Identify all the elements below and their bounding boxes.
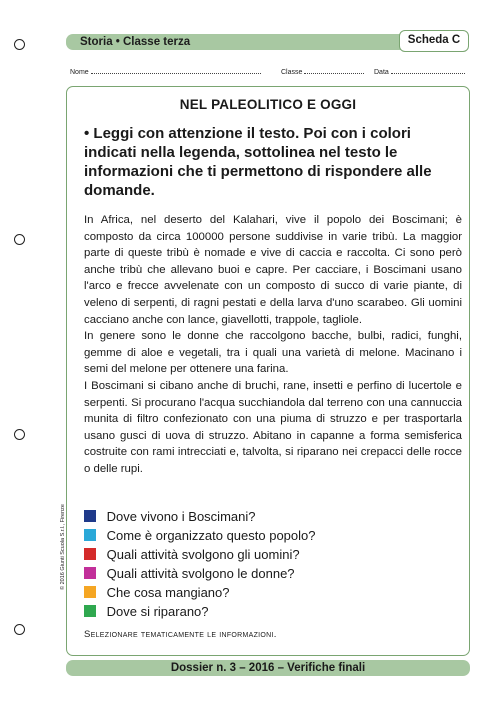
question-text: Dove si riparano? [106, 604, 209, 619]
class-field[interactable] [281, 67, 364, 76]
copyright-notice: © 2016 Giunti Scuola S.r.l., Firenze [60, 504, 66, 590]
passage-paragraph: In Africa, nel deserto del Kalahari, vive il popolo dei Boscimani; è composto da circa 100000 persone suddivise in varie tribù. La maggior parte di queste tribù è nomade e vive di caccia e raccolta. Ci sono però anche tribù che allevano buoi e capre. Per cacciare, i Boscimani usano l'arco e frecce avvelenate con un composto di succo di varie piante, di veleno di serpenti, di ragni pestati e della larva d'uno scarabeo. Gli uomini cacciano anche con lance, giavellotti, trappole, tagliole. [84, 214, 462, 326]
question-text: Quali attività svolgono gli uomini? [106, 547, 300, 562]
instruction-text: • Leggi con attenzione il testo. Poi con i colori indicati nella legenda, sottolinea nel testo le informazioni che ti permettono di rispondere alle domande. [84, 125, 432, 199]
question-item [84, 507, 316, 526]
date-label: Data [374, 69, 389, 76]
color-swatch [84, 567, 96, 579]
binder-hole [14, 39, 25, 50]
question-item [84, 583, 316, 602]
date-field[interactable] [374, 67, 465, 76]
subject-label: Storia • Classe terza [80, 36, 191, 48]
question-text: Come è organizzato questo popolo? [106, 528, 316, 543]
color-swatch [84, 586, 96, 598]
name-label: Nome [70, 69, 89, 76]
binder-hole [14, 234, 25, 245]
question-item [84, 526, 316, 545]
sheet-badge: Scheda C [399, 30, 469, 52]
question-text: Quali attività svolgono le donne? [106, 566, 295, 581]
color-swatch [84, 510, 96, 522]
binder-hole [14, 429, 25, 440]
question-item [84, 564, 316, 583]
name-field[interactable] [70, 67, 261, 76]
reading-passage [84, 212, 462, 478]
binder-hole [14, 624, 25, 635]
color-swatch [84, 548, 96, 560]
class-label: Classe [281, 69, 303, 76]
page-title: NEL PALEOLITICO E OGGI [179, 97, 357, 112]
footnote: Selezionare tematicamente le informazioni. [84, 629, 277, 640]
color-swatch [84, 529, 96, 541]
question-text: Che cosa mangiano? [106, 585, 230, 600]
color-swatch [84, 605, 96, 617]
footer-text: Dossier n. 3 – 2016 – Verifiche finali [170, 662, 366, 674]
question-text: Dove vivono i Boscimani? [106, 509, 256, 524]
question-item [84, 602, 316, 621]
question-item [84, 545, 316, 564]
passage-paragraph: In genere sono le donne che raccolgono bacche, bulbi, radici, funghi, gemme di aloe e vegetali, tra i quali una varietà di melone. Macinano i semi del melone per ottenere una farina. [84, 330, 462, 376]
legend-questions [84, 507, 316, 621]
passage-paragraph: I Boscimani si cibano anche di bruchi, rane, insetti e perfino di lucertole e serpenti. Si procurano l'acqua succhiandola dal terreno con una cannuccia munita di filtro confezionato con una piuma di struzzo e per trasportarla usano gusci di uova di struzzo. Abitano in capanne a forma semisferica costruite con rami intrecciati e, talvolta, si riparano nei crepacci delle rocce o delle rupi. [84, 379, 462, 475]
